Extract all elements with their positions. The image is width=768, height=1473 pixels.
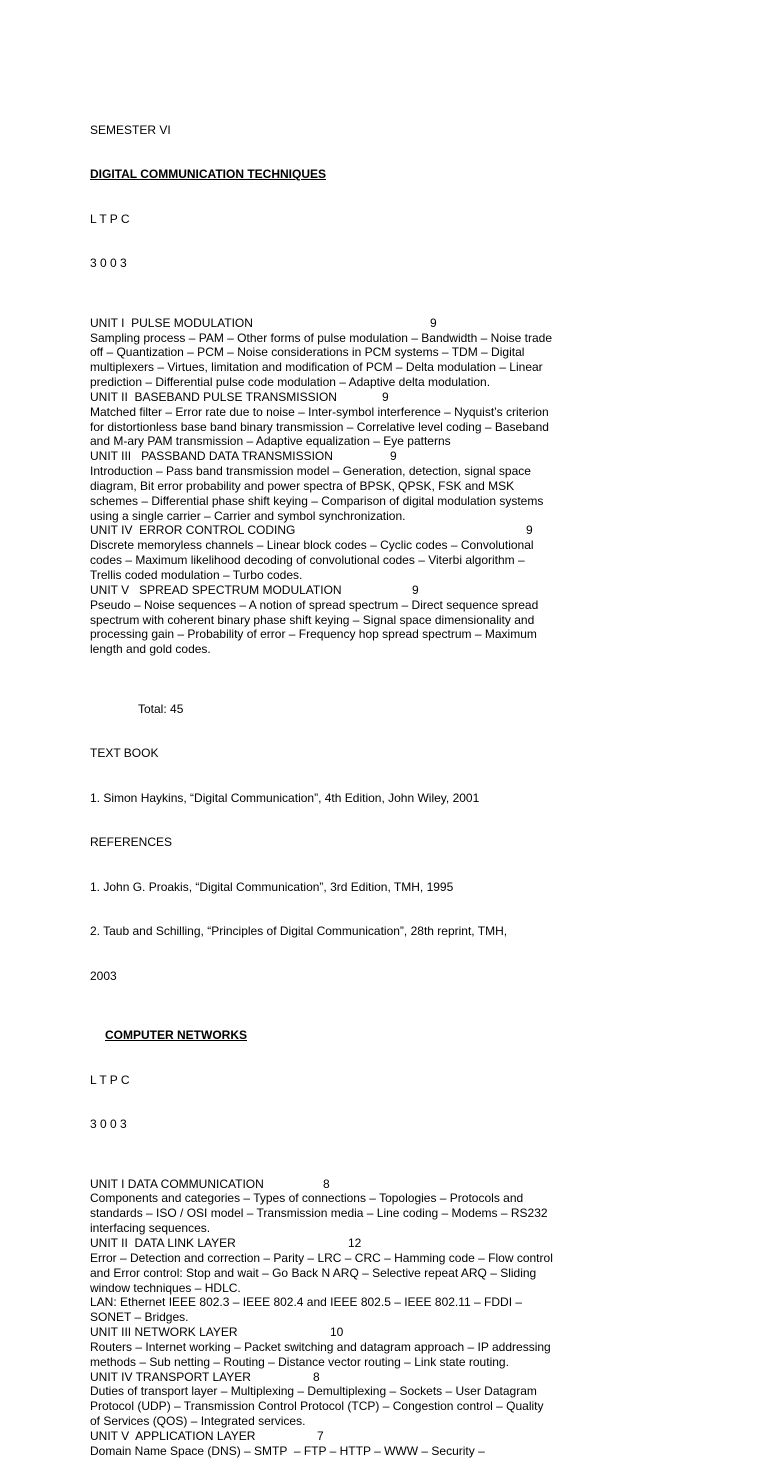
ltpc-values: 3 0 0 3 [90, 1117, 127, 1132]
unit-title: UNIT II BASEBAND PULSE TRANSMISSION [90, 389, 337, 404]
unit-description-line: length and gold codes. [90, 642, 211, 657]
unit-description-line: for distortionless base band binary transmission – Correlative level coding – Baseband [90, 419, 549, 434]
unit-description-line: diagram, Bit error probability and power spectra of BPSK, QPSK, FSK and MSK [90, 478, 515, 493]
unit-hours: 7 [317, 1428, 324, 1443]
ltpc-header: L T P C [90, 1072, 130, 1087]
unit-description-line: and Error control: Stop and wait – Go Back N ARQ – Selective repeat ARQ – Sliding [90, 1265, 537, 1280]
unit-description-line: methods – Sub netting – Routing – Distance vector routing – Link state routing. [90, 1354, 509, 1369]
total-hours: Total: 45 [138, 701, 184, 716]
unit-description-line: and M-ary PAM transmission – Adaptive equalization – Eye patterns [90, 434, 451, 449]
unit-hours: 9 [382, 389, 389, 404]
ltpc-values: 3 0 0 3 [90, 256, 127, 271]
syllabus-document [90, 93, 578, 1473]
unit-title: UNIT I PULSE MODULATION [90, 315, 253, 330]
unit-description-line: off – Quantization – PCM – Noise considerations in PCM systems – TDM – Digital [90, 345, 525, 360]
unit-heading [90, 583, 578, 598]
reference-entry: 2. Taub and Schilling, “Principles of Digital Communication”, 28th reprint, TMH, [90, 924, 508, 939]
unit-title: UNIT II DATA LINK LAYER [90, 1235, 236, 1250]
ltpc-header: L T P C [90, 211, 130, 226]
unit-heading [90, 1429, 578, 1444]
unit-hours: 9 [526, 523, 533, 538]
unit-description-line: Sampling process – PAM – Other forms of pulse modulation – Bandwidth – Noise trade [90, 330, 553, 345]
course2-units [90, 1177, 578, 1459]
unit-description-line: LAN: Ethernet IEEE 802.3 – IEEE 802.4 and IEEE 802.5 – IEEE 802.11 – FDDI – [90, 1295, 523, 1310]
unit-heading [90, 1177, 578, 1192]
unit-description-line: Domain Name Space (DNS) – SMTP – FTP – HTTP – WWW – Security – [90, 1443, 485, 1458]
unit-title: UNIT I DATA COMMUNICATION [90, 1176, 264, 1191]
unit-description-line: SONET – Bridges. [90, 1310, 189, 1325]
unit-hours: 12 [348, 1235, 362, 1250]
course-title-digital-communication: DIGITAL COMMUNICATION TECHNIQUES [90, 167, 326, 182]
unit-description-line: Introduction – Pass band transmission model – Generation, detection, signal space [90, 464, 531, 479]
unit-heading [90, 1325, 578, 1340]
unit-hours: 9 [390, 449, 397, 464]
unit-title: UNIT III PASSBAND DATA TRANSMISSION [90, 449, 333, 464]
unit-description-line: schemes – Differential phase shift keying – Comparison of digital modulation systems [90, 493, 544, 508]
unit-description-line: multiplexers – Virtues, limitation and modification of PCM – Delta modulation – Linear [90, 360, 543, 375]
unit-hours: 9 [430, 315, 437, 330]
course-title-computer-networks: COMPUTER NETWORKS [105, 1028, 247, 1043]
unit-description-line: Discrete memoryless channels – Linear block codes – Cyclic codes – Convolutional [90, 538, 534, 553]
unit-hours: 9 [412, 582, 419, 597]
unit-heading [90, 1236, 578, 1251]
unit-title: UNIT V SPREAD SPECTRUM MODULATION [90, 582, 342, 597]
semester-label: SEMESTER VI [90, 122, 171, 137]
reference-entry: 2003 [90, 968, 117, 983]
unit-description-line: standards – ISO / OSI model – Transmission media – Line coding – Modems – RS232 [90, 1206, 548, 1221]
unit-title: UNIT IV TRANSPORT LAYER [90, 1369, 251, 1384]
unit-description-line: interfacing sequences. [90, 1221, 211, 1236]
unit-heading [90, 390, 578, 405]
unit-heading [90, 316, 578, 331]
unit-description-line: processing gain – Probability of error – Frequency hop spread spectrum – Maximum [90, 627, 537, 642]
unit-description-line: spectrum with coherent binary phase shift keying – Signal space dimensionality and [90, 612, 535, 627]
unit-description-line: of Services (QOS) – Integrated services. [90, 1414, 306, 1429]
references-heading: REFERENCES [90, 835, 173, 850]
unit-description-line: Pseudo – Noise sequences – A notion of spread spectrum – Direct sequence spread [90, 597, 539, 612]
unit-hours: 8 [313, 1369, 320, 1384]
unit-description-line: codes – Maximum likelihood decoding of convolutional codes – Viterbi algorithm – [90, 553, 525, 568]
unit-title: UNIT III NETWORK LAYER [90, 1325, 238, 1340]
unit-description-line: Components and categories – Types of connections – Topologies – Protocols and [90, 1191, 524, 1206]
textbook-heading: TEXT BOOK [90, 746, 159, 761]
unit-description-line: using a single carrier – Carrier and symbol synchronization. [90, 508, 406, 523]
unit-title: UNIT V APPLICATION LAYER [90, 1428, 256, 1443]
unit-description-line: prediction – Differential pulse code modulation – Adaptive delta modulation. [90, 375, 491, 390]
unit-heading [90, 523, 578, 538]
unit-title: UNIT IV ERROR CONTROL CODING [90, 523, 296, 538]
unit-heading [90, 1370, 578, 1385]
unit-heading [90, 449, 578, 464]
unit-hours: 10 [330, 1325, 344, 1340]
unit-hours: 8 [323, 1176, 330, 1191]
textbook-entry: 1. Simon Haykins, “Digital Communication”, 4th Edition, John Wiley, 2001 [90, 790, 480, 805]
unit-description-line: Routers – Internet working – Packet switching and datagram approach – IP addressing [90, 1339, 551, 1354]
course1-units [90, 316, 578, 657]
unit-description-line: window techniques – HDLC. [90, 1280, 241, 1295]
unit-description-line: Error – Detection and correction – Parity – LRC – CRC – Hamming code – Flow control [90, 1250, 553, 1265]
unit-description-line: Protocol (UDP) – Transmission Control Protocol (TCP) – Congestion control – Quality [90, 1399, 544, 1414]
unit-description-line: Matched filter – Error rate due to noise – Inter-symbol interference – Nyquist’s criterion [90, 404, 549, 419]
unit-description-line: Trellis coded modulation – Turbo codes. [90, 568, 303, 582]
reference-entry: 1. John G. Proakis, “Digital Communication”, 3rd Edition, TMH, 1995 [90, 879, 454, 894]
unit-description-line: Duties of transport layer – Multiplexing – Demultiplexing – Sockets – User Datagram [90, 1384, 537, 1399]
